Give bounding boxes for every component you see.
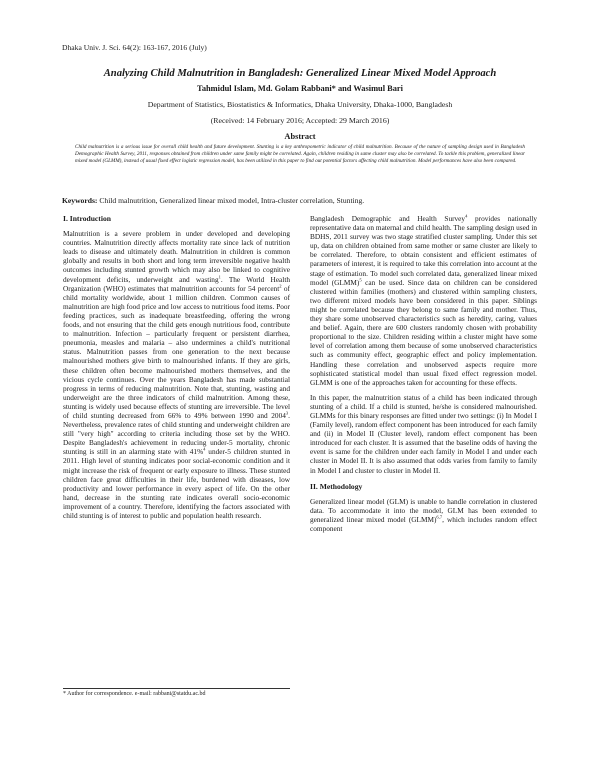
right-column [310, 214, 537, 533]
abstract-text: Child malnutrition is a serious issue for overall child health and future development. Stunting is a key anthropometric indicator of child malnutrition. Because of the nature of sampling design used in Bangladesh Demographic Health Survey, 2011, responses obtained from children under same family might be correlated. Again, children residing in same cluster may also be correlated. To tackle this problem, generalized linear mixed model (GLMM), instead of usual fixed effect logistic regression model, has been utilized in this paper to find out potential factors affecting child malnutrition. Model performances have also been compared. [75, 144, 525, 165]
right-text-1: Bangladesh Demographic and Health Survey [310, 214, 466, 223]
intro-text-2: . The World Health Organization (WHO) estimates that malnutrition accounts for 54 percent [63, 274, 290, 293]
affiliation: Department of Statistics, Biostatistics & Informatics, Dhaka University, Dhaka-1000, Bangladesh [147, 100, 453, 109]
keywords-text: Child malnutrition, Generalized linear mixed model, Intra-cluster correlation, Stunting. [97, 196, 365, 205]
ref-4b: 4 [465, 213, 468, 219]
right-paragraph-2: In this paper, the malnutrition status of a child has been indicated through stunting of a child. If a child is stunted, he/she is considered malnourished. GLMMs for this binary responses are fitted under two settings: (i) In Model I (Family level), random effect component has been introduced for each family and (ii) in Model II (Cluster level), random effect component has been introduced for each cluster. It is assumed that the baseline odds of having the event is same for the children under each family in Model I and under each cluster in Model II. It is also assumed that odds varies from family to family in Model I and cluster to cluster in Model II. [310, 392, 537, 475]
abstract-heading: Abstract [284, 132, 316, 141]
ref-4: 4 [203, 446, 206, 452]
intro-text-5: under-5 children stunted in 2011. High level of stunting indicates poor social-economic condition and it might increase the risk of frequent or early exposure to illness. These stunted children face great difficulties in their life, burdened with diseases, low productivity and lower performance in every aspect of life. On the other hand, decrease in the stunting rate indicates overall socio-economic improvement of a country. Therefore, identifying the factors associated with child stunting is of interest to public and population health research. [63, 447, 290, 520]
ref-1: 1 [218, 274, 221, 280]
introduction-heading: I. Introduction [63, 214, 111, 223]
keywords [62, 196, 542, 205]
keywords-label: Keywords: [62, 196, 98, 205]
ref-6-7: 6,7 [436, 514, 443, 520]
footnote: * Author for correspondence. e-mail: rabbani@statdu.ac.bd [63, 691, 206, 697]
left-column [63, 214, 290, 520]
intro-text-1: Malnutrition is a severe problem in under developed and developing countries. Malnutrition directly affects mortality rate since lack of nutrition leads to disease and ultimately death. Malnutrition in children is common globally and results in both short and long term irreversible negative health outcomes including stunted growth which may also be linked to cognitive development deficits, underweight and wasting [63, 229, 290, 284]
paper-title: Analyzing Child Malnutrition in Bangladesh: Generalized Linear Mixed Model Approach [103, 68, 497, 79]
intro-text-4: . Nevertheless, prevalence rates of child stunting and underweight children are still "very high" according to criteria including those set by the WHO. Despite Bangladesh's achievement in reducing under-5 mortality, chronic stunting is still in an alarming state with 41% [63, 410, 290, 457]
footnote-rule [63, 688, 290, 689]
introduction-paragraph [63, 229, 290, 520]
author-list: Tahmidul Islam, Md. Golam Rabbani* and Wasimul Bari [197, 84, 403, 93]
ref-2: 2 [279, 283, 282, 289]
method-text-1: Generalized linear model (GLM) is unable to handle correlation in clustered data. To accommodate it into the model, GLM has been extended to generalized linear mixed model (GLMM) [310, 496, 537, 524]
intro-text-3: of child mortality worldwide, about 1 million children. Common causes of malnutrition are high food price and low access to nutritious food items. Poor feeding practices, such as inadequate breastfeeding, offering the wrong foods, and not ensuring that the child gets enough nutritious food, contribute to malnutrition. Infection – particularly frequent or persistent diarrhea, pneumonia, measles and malaria – also undermines a child's nutritional status. Malnutrition passes from one generation to the next because malnourished mothers give birth to malnourished infants. If they are girls, these children often become malnourished mothers themselves, and the vicious cycle continues. Over the years Bangladesh has made substantial progress in terms of reducing malnutrition. Note that, stunting, wasting and underweight are the three indicators of child malnutrition. Among these, stunting is widely used because effects of stunting are irreversible. The level of child stunting decreased from 66% to 49% between 1990 and 2004 [63, 283, 290, 420]
right-paragraph-1 [310, 214, 537, 387]
right-text-3: can be used. Since data on children can be considered clustered within families (mothers) and clustered within sampling clusters, two different mixed models have been considered in this paper. Siblings might be correlated because they belong to same family and mother. Thus, they share some unobserved characteristics such as heredity, caring, values and belief. Again, there are 600 clusters randomly chosen with probability proportional to the size. Children residing within a cluster might have some level of correlation among them because of some unobserved characteristics such as community effect, geographic effect and policy implementation. Handling these correlation and unobserved aspects require more sophisticated statistical model than usual fixed effect regression model. GLMM is one of the approaches taken for accounting for these effects. [310, 277, 537, 387]
methodology-heading: II. Methodology [310, 481, 363, 491]
journal-reference: Dhaka Univ. J. Sci. 64(2): 163-167, 2016 (July) [62, 43, 207, 52]
right-text-2: provides nationally representative data on maternal and child health. The sampling design used in BDHS, 2011 survey was two stage stratified cluster sampling. Under this set up, data on children obtained from same mother or same cluster are likely to be correlated. Therefore, to obtain consistent and efficient estimates of parameters of interest, it is required to take this correlation into account at the stage of estimation. To model such correlated data, generalized linear mixed model (GLMM) [310, 214, 537, 287]
methodology-paragraph [310, 497, 537, 533]
ref-5: 5 [359, 277, 362, 283]
received-accepted-dates: (Received: 14 February 2016; Accepted: 29 March 2016) [210, 116, 390, 125]
ref-3: 3 [285, 410, 289, 416]
method-text-2: , which includes random effect component [310, 514, 537, 533]
